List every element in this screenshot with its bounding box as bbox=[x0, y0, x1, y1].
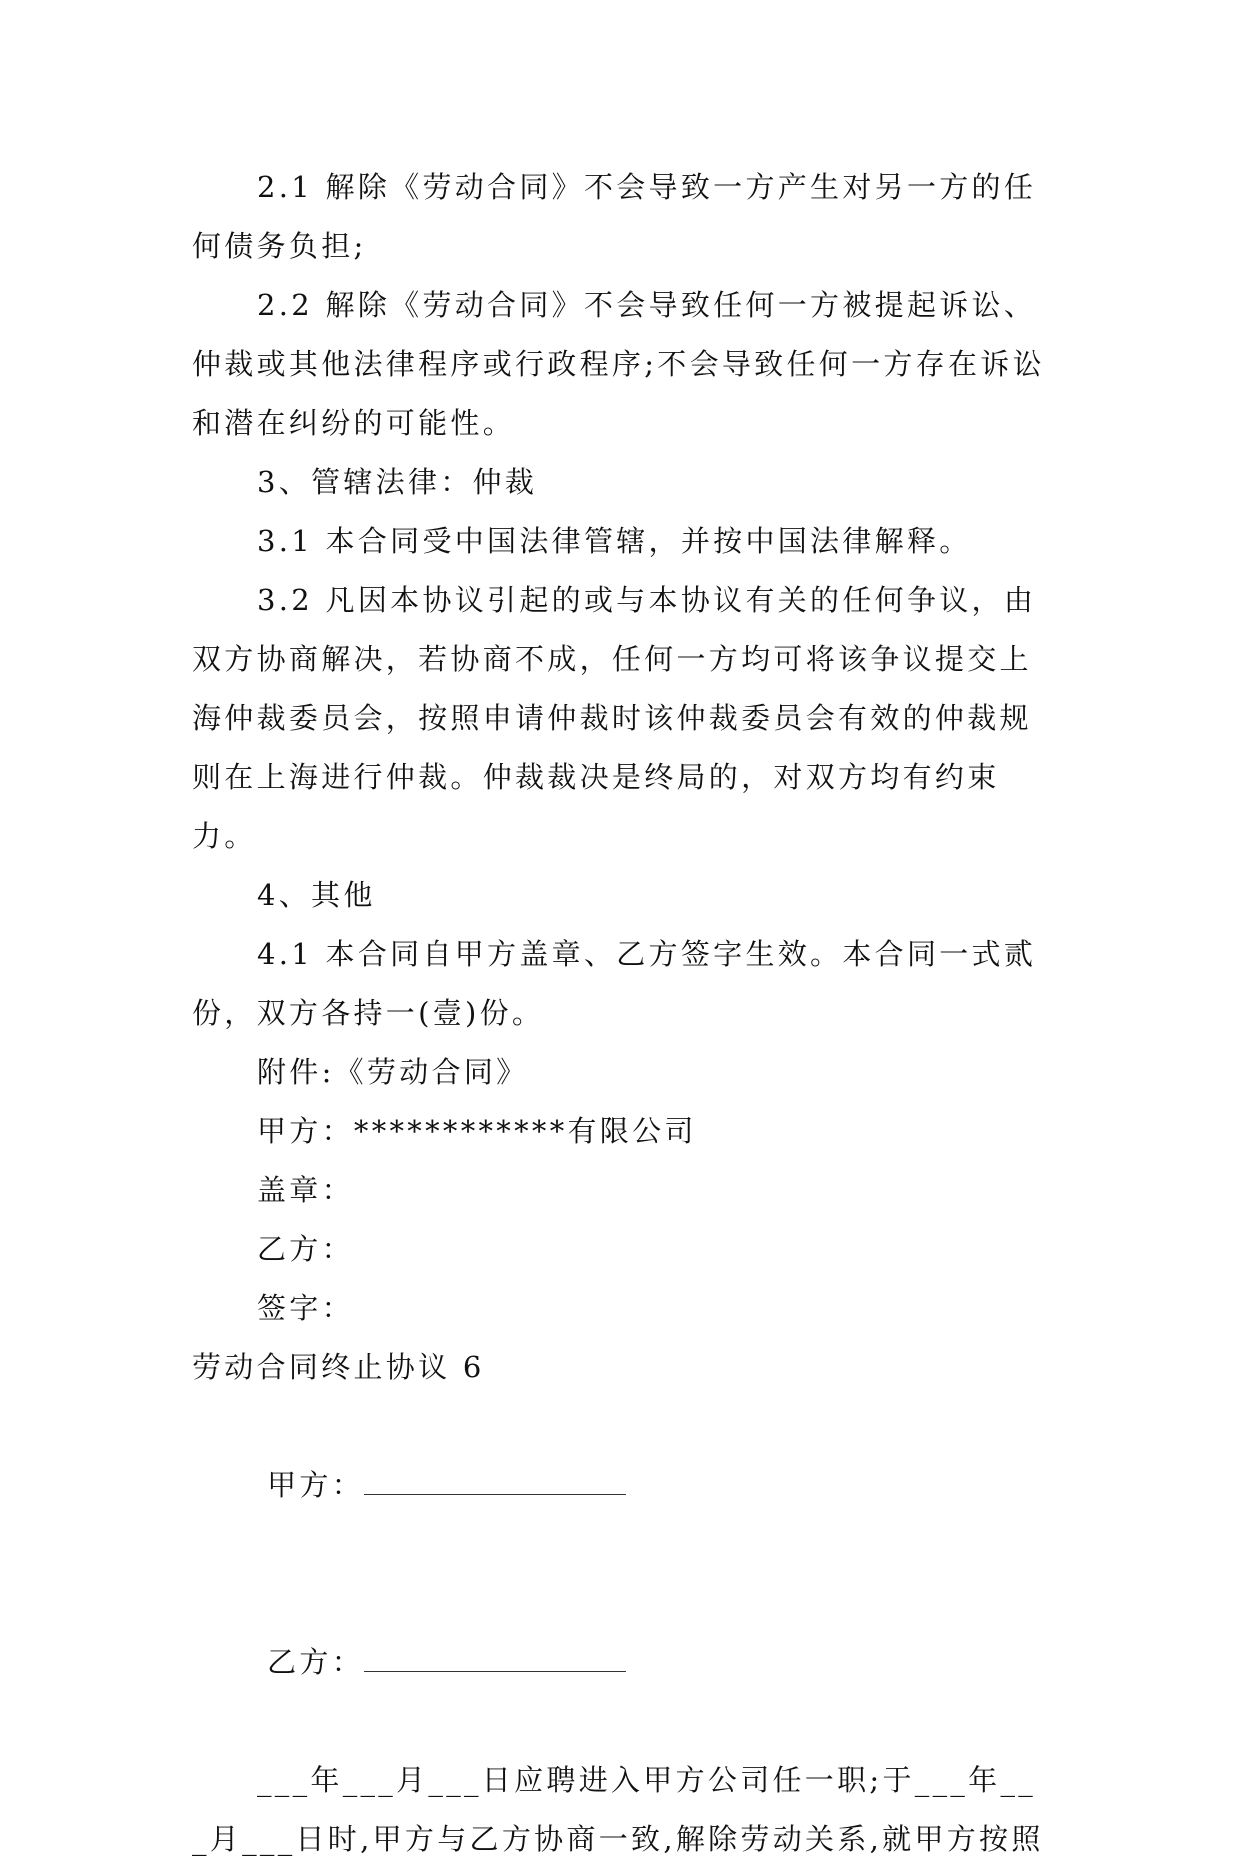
employment-paragraph: ___年___月___日应聘进入甲方公司任一职;于___年___月___日时,甲方与乙方协商一致,解除劳动关系,就甲方按照 bbox=[192, 1763, 1044, 1856]
party-a-blank bbox=[364, 1472, 626, 1495]
signature-line: 签字： bbox=[257, 1291, 354, 1325]
party-b-field bbox=[192, 1574, 1052, 1751]
clause-2-1: 2.1 解除《劳动合同》不会导致一方产生对另一方的任何债务负担; bbox=[192, 170, 1037, 263]
clause-3-1: 3.1 本合同受中国法律管辖，并按中国法律解释。 bbox=[257, 524, 972, 558]
document-body bbox=[192, 158, 1052, 1869]
clause-4-heading: 4、其他 bbox=[257, 878, 376, 912]
clause-3-heading: 3、管辖法律：仲裁 bbox=[257, 465, 538, 499]
party-b-line: 乙方： bbox=[257, 1232, 354, 1266]
clause-2-2: 2.2 解除《劳动合同》不会导致任何一方被提起诉讼、仲裁或其他法律程序或行政程序;不会导致任何一方存在诉讼和潜在纠纷的可能性。 bbox=[192, 288, 1045, 440]
clause-3-2: 3.2 凡因本协议引起的或与本协议有关的任何争议，由双方协商解决，若协商不成，任何一方均可将该争议提交上海仲裁委员会，按照申请仲裁时该仲裁委员会有效的仲裁规则在上海进行仲裁。仲裁裁决是终局的，对双方均有约束力。 bbox=[192, 583, 1037, 853]
attachment-line: 附件:《劳动合同》 bbox=[257, 1055, 529, 1089]
clause-4-1: 4.1 本合同自甲方盖章、乙方签字生效。本合同一式贰份，双方各持一(壹)份。 bbox=[192, 937, 1037, 1030]
party-b-label: 乙方： bbox=[267, 1645, 365, 1679]
party-a-label: 甲方： bbox=[267, 1468, 365, 1502]
section-title: 劳动合同终止协议 6 bbox=[192, 1350, 485, 1384]
party-a-field bbox=[192, 1397, 1052, 1574]
party-a-company-line: 甲方：************有限公司 bbox=[257, 1114, 697, 1148]
party-b-blank bbox=[364, 1649, 626, 1672]
seal-line: 盖章： bbox=[257, 1173, 354, 1207]
